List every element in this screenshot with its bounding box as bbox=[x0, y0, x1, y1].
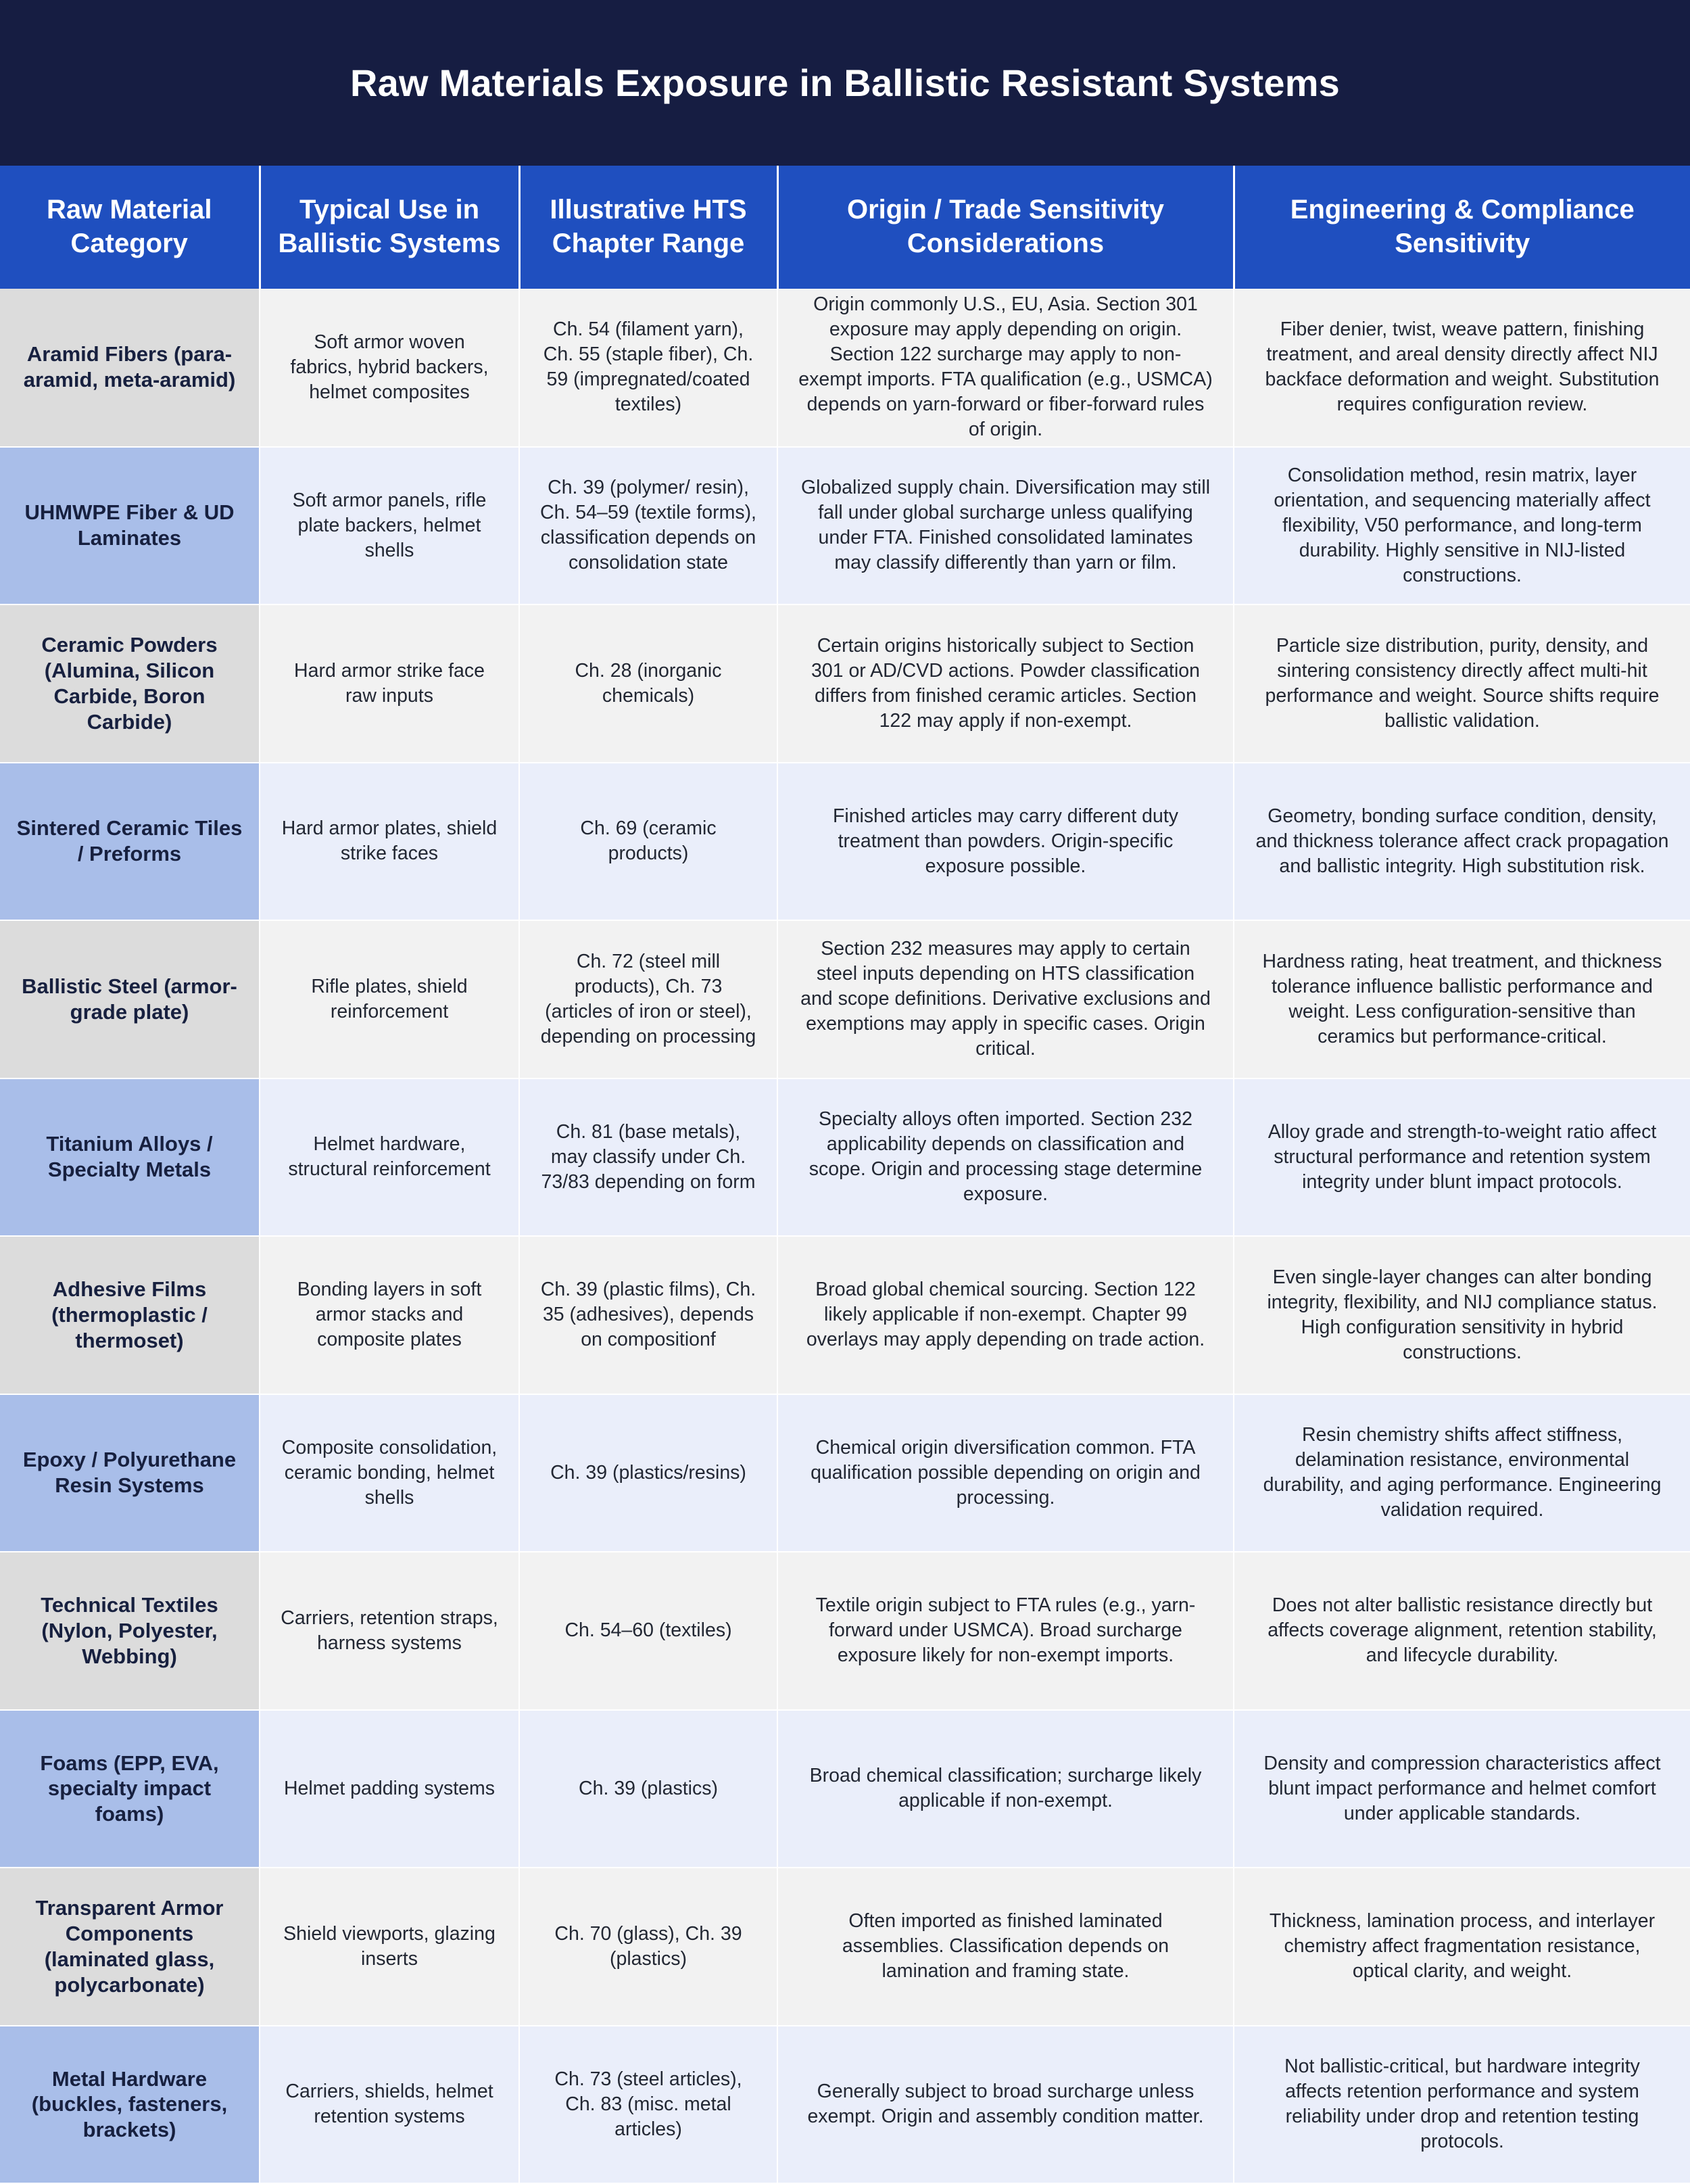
table-row bbox=[0, 1078, 1690, 1237]
table-row bbox=[0, 289, 1690, 447]
use-cell: Soft armor panels, rifle plate backers, helmet shells bbox=[260, 447, 519, 605]
use-cell: Hard armor strike face raw inputs bbox=[260, 604, 519, 763]
materials-table bbox=[0, 166, 1690, 2184]
use-cell: Helmet padding systems bbox=[260, 1710, 519, 1868]
table-row bbox=[0, 1236, 1690, 1394]
table-row bbox=[0, 763, 1690, 921]
hts-cell: Ch. 28 (inorganic chemicals) bbox=[519, 604, 777, 763]
category-cell: Ballistic Steel (armor-grade plate) bbox=[0, 920, 260, 1078]
category-cell: Aramid Fibers (para-aramid, meta-aramid) bbox=[0, 289, 260, 447]
table-row bbox=[0, 1710, 1690, 1868]
table-row bbox=[0, 1868, 1690, 2026]
engineering-cell: Does not alter ballistic resistance directly but affects coverage alignment, retention stability, and lifecycle durability. bbox=[1234, 1552, 1690, 1710]
origin-cell: Chemical origin diversification common. FTA qualification possible depending on origin and processing. bbox=[777, 1394, 1234, 1552]
origin-cell: Often imported as finished laminated assemblies. Classification depends on lamination and framing state. bbox=[777, 1868, 1234, 2026]
engineering-cell: Alloy grade and strength-to-weight ratio affect structural performance and retention system integrity under blunt impact protocols. bbox=[1234, 1078, 1690, 1237]
header-hts-chapter-range: Illustrative HTS Chapter Range bbox=[519, 166, 777, 289]
table-row bbox=[0, 447, 1690, 605]
table-row bbox=[0, 604, 1690, 763]
hts-cell: Ch. 54–60 (textiles) bbox=[519, 1552, 777, 1710]
table-row bbox=[0, 1394, 1690, 1552]
category-cell: Ceramic Powders (Alumina, Silicon Carbide, Boron Carbide) bbox=[0, 604, 260, 763]
hts-cell: Ch. 69 (ceramic products) bbox=[519, 763, 777, 921]
use-cell: Bonding layers in soft armor stacks and composite plates bbox=[260, 1236, 519, 1394]
page-title: Raw Materials Exposure in Ballistic Resistant Systems bbox=[0, 0, 1690, 166]
hts-cell: Ch. 70 (glass), Ch. 39 (plastics) bbox=[519, 1868, 777, 2026]
engineering-cell: Thickness, lamination process, and interlayer chemistry affect fragmentation resistance, optical clarity, and weight. bbox=[1234, 1868, 1690, 2026]
use-cell: Carriers, shields, helmet retention systems bbox=[260, 2026, 519, 2184]
engineering-cell: Geometry, bonding surface condition, density, and thickness tolerance affect crack propagation and ballistic integrity. High substitution risk. bbox=[1234, 763, 1690, 921]
hts-cell: Ch. 39 (plastic films), Ch. 35 (adhesives), depends on compositionf bbox=[519, 1236, 777, 1394]
header-raw-material-category: Raw Material Category bbox=[0, 166, 260, 289]
origin-cell: Certain origins historically subject to Section 301 or AD/CVD actions. Powder classification differs from finished ceramic articles. Section 122 may apply if non-exempt. bbox=[777, 604, 1234, 763]
use-cell: Shield viewports, glazing inserts bbox=[260, 1868, 519, 2026]
header-origin-trade-sensitivity: Origin / Trade Sensitivity Considerations bbox=[777, 166, 1234, 289]
hts-cell: Ch. 39 (plastics/resins) bbox=[519, 1394, 777, 1552]
category-cell: Titanium Alloys / Specialty Metals bbox=[0, 1078, 260, 1237]
hts-cell: Ch. 39 (plastics) bbox=[519, 1710, 777, 1868]
hts-cell: Ch. 72 (steel mill products), Ch. 73 (articles of iron or steel), depending on processing bbox=[519, 920, 777, 1078]
hts-cell: Ch. 54 (filament yarn), Ch. 55 (staple fiber), Ch. 59 (impregnated/coated textiles) bbox=[519, 289, 777, 447]
engineering-cell: Fiber denier, twist, weave pattern, finishing treatment, and areal density directly affect NIJ backface deformation and weight. Substitution requires configuration review. bbox=[1234, 289, 1690, 447]
category-cell: Foams (EPP, EVA, specialty impact foams) bbox=[0, 1710, 260, 1868]
header-row bbox=[0, 166, 1690, 289]
engineering-cell: Resin chemistry shifts affect stiffness, delamination resistance, environmental durability, and aging performance. Engineering validation required. bbox=[1234, 1394, 1690, 1552]
use-cell: Helmet hardware, structural reinforcement bbox=[260, 1078, 519, 1237]
engineering-cell: Density and compression characteristics affect blunt impact performance and helmet comfort under applicable standards. bbox=[1234, 1710, 1690, 1868]
table-row bbox=[0, 1552, 1690, 1710]
origin-cell: Origin commonly U.S., EU, Asia. Section 301 exposure may apply depending on origin. Section 122 surcharge may apply to non-exempt imports. FTA qualification (e.g., USMCA) depends on yarn-forward or fiber-forward rules of origin. bbox=[777, 289, 1234, 447]
category-cell: Epoxy / Polyurethane Resin Systems bbox=[0, 1394, 260, 1552]
origin-cell: Generally subject to broad surcharge unless exempt. Origin and assembly condition matter. bbox=[777, 2026, 1234, 2184]
table-body bbox=[0, 289, 1690, 2183]
header-engineering-compliance: Engineering & Compliance Sensitivity bbox=[1234, 166, 1690, 289]
origin-cell: Broad global chemical sourcing. Section 122 likely applicable if non-exempt. Chapter 99 overlays may apply depending on trade action. bbox=[777, 1236, 1234, 1394]
table-header bbox=[0, 166, 1690, 289]
category-cell: Sintered Ceramic Tiles / Preforms bbox=[0, 763, 260, 921]
hts-cell: Ch. 73 (steel articles), Ch. 83 (misc. metal articles) bbox=[519, 2026, 777, 2184]
hts-cell: Ch. 81 (base metals), may classify under Ch. 73/83 depending on form bbox=[519, 1078, 777, 1237]
engineering-cell: Hardness rating, heat treatment, and thickness tolerance influence ballistic performance and weight. Less configuration-sensitive than ceramics but performance-critical. bbox=[1234, 920, 1690, 1078]
engineering-cell: Not ballistic-critical, but hardware integrity affects retention performance and system reliability under drop and retention testing protocols. bbox=[1234, 2026, 1690, 2184]
category-cell: Technical Textiles (Nylon, Polyester, Webbing) bbox=[0, 1552, 260, 1710]
use-cell: Hard armor plates, shield strike faces bbox=[260, 763, 519, 921]
category-cell: Transparent Armor Components (laminated glass, polycarbonate) bbox=[0, 1868, 260, 2026]
use-cell: Carriers, retention straps, harness systems bbox=[260, 1552, 519, 1710]
header-typical-use: Typical Use in Ballistic Systems bbox=[260, 166, 519, 289]
origin-cell: Globalized supply chain. Diversification may still fall under global surcharge unless qualifying under FTA. Finished consolidated laminates may classify differently than yarn or film. bbox=[777, 447, 1234, 605]
engineering-cell: Particle size distribution, purity, density, and sintering consistency directly affect multi-hit performance and weight. Source shifts require ballistic validation. bbox=[1234, 604, 1690, 763]
category-cell: Adhesive Films (thermoplastic / thermoset) bbox=[0, 1236, 260, 1394]
origin-cell: Textile origin subject to FTA rules (e.g., yarn-forward under USMCA). Broad surcharge exposure likely for non-exempt imports. bbox=[777, 1552, 1234, 1710]
hts-cell: Ch. 39 (polymer/ resin), Ch. 54–59 (textile forms), classification depends on consolidation state bbox=[519, 447, 777, 605]
table-row bbox=[0, 2026, 1690, 2184]
origin-cell: Specialty alloys often imported. Section 232 applicability depends on classification and scope. Origin and processing stage determine exposure. bbox=[777, 1078, 1234, 1237]
origin-cell: Section 232 measures may apply to certain steel inputs depending on HTS classification and scope definitions. Derivative exclusions and exemptions may apply in specific cases. Origin critical. bbox=[777, 920, 1234, 1078]
use-cell: Rifle plates, shield reinforcement bbox=[260, 920, 519, 1078]
use-cell: Composite consolidation, ceramic bonding, helmet shells bbox=[260, 1394, 519, 1552]
origin-cell: Finished articles may carry different duty treatment than powders. Origin-specific exposure possible. bbox=[777, 763, 1234, 921]
use-cell: Soft armor woven fabrics, hybrid backers, helmet composites bbox=[260, 289, 519, 447]
origin-cell: Broad chemical classification; surcharge likely applicable if non-exempt. bbox=[777, 1710, 1234, 1868]
category-cell: Metal Hardware (buckles, fasteners, brackets) bbox=[0, 2026, 260, 2184]
category-cell: UHMWPE Fiber & UD Laminates bbox=[0, 447, 260, 605]
engineering-cell: Even single-layer changes can alter bonding integrity, flexibility, and NIJ compliance status. High configuration sensitivity in hybrid constructions. bbox=[1234, 1236, 1690, 1394]
engineering-cell: Consolidation method, resin matrix, layer orientation, and sequencing materially affect flexibility, V50 performance, and long-term durability. Highly sensitive in NIJ-listed constructions. bbox=[1234, 447, 1690, 605]
table-row bbox=[0, 920, 1690, 1078]
